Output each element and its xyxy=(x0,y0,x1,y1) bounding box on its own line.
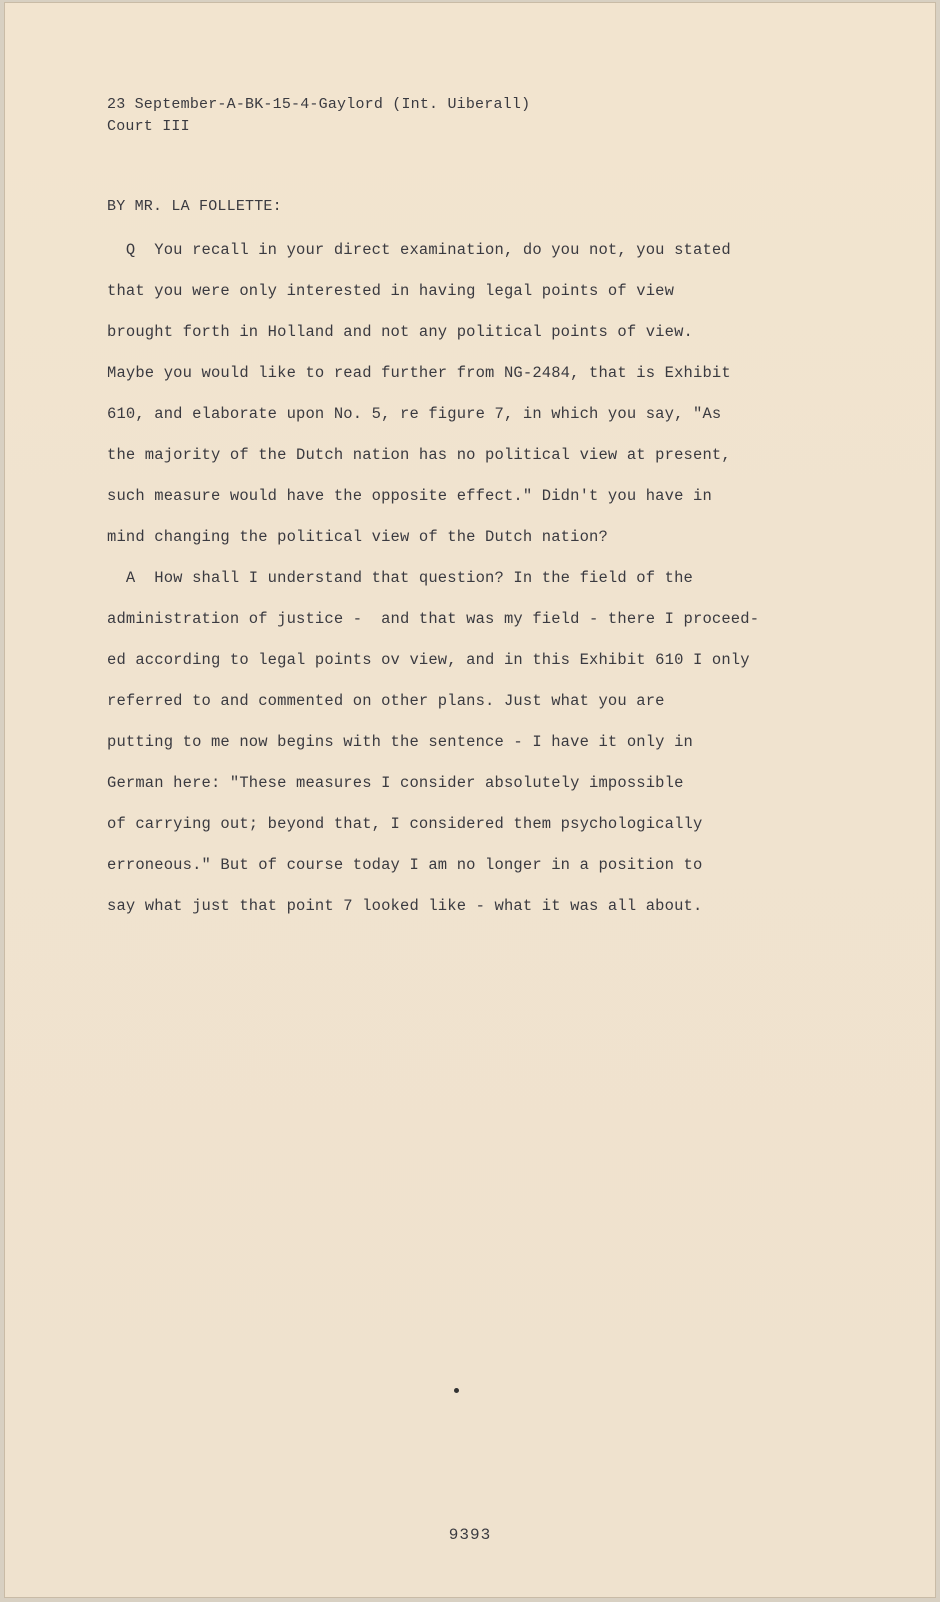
header-session-line: 23 September-A-BK-15-4-Gaylord (Int. Uiberall) xyxy=(107,96,531,113)
transcript-line: the majority of the Dutch nation has no political view at present, xyxy=(107,446,731,464)
transcript-line: putting to me now begins with the sentence - I have it only in xyxy=(107,733,693,751)
transcript-line: referred to and commented on other plans. Just what you are xyxy=(107,692,665,710)
transcript-line: Maybe you would like to read further from NG-2484, that is Exhibit xyxy=(107,364,731,382)
document-page xyxy=(4,2,936,1598)
transcript-line: ed according to legal points ov view, and in this Exhibit 610 I only xyxy=(107,651,750,669)
transcript-line: A How shall I understand that question? In the field of the xyxy=(107,569,693,587)
transcript-line: erroneous." But of course today I am no longer in a position to xyxy=(107,856,703,874)
transcript-line: say what just that point 7 looked like - what it was all about. xyxy=(107,897,703,915)
ink-dot xyxy=(454,1388,459,1393)
header-court-line: Court III xyxy=(107,118,190,135)
transcript-line: mind changing the political view of the Dutch nation? xyxy=(107,528,608,546)
page-number: 9393 xyxy=(448,1526,492,1544)
transcript-line: administration of justice - and that was my field - there I proceed- xyxy=(107,610,760,628)
transcript-line: 610, and elaborate upon No. 5, re figure 7, in which you say, "As xyxy=(107,405,722,423)
speaker-line: BY MR. LA FOLLETTE: xyxy=(107,198,282,215)
document-header xyxy=(107,94,530,138)
transcript-body xyxy=(107,230,827,927)
transcript-line: German here: "These measures I consider absolutely impossible xyxy=(107,774,684,792)
transcript-line: that you were only interested in having legal points of view xyxy=(107,282,675,300)
transcript-line: Q You recall in your direct examination, do you not, you stated xyxy=(107,241,731,259)
transcript-line: of carrying out; beyond that, I considered them psychologically xyxy=(107,815,703,833)
transcript-line: brought forth in Holland and not any political points of view. xyxy=(107,323,693,341)
transcript-line: such measure would have the opposite effect." Didn't you have in xyxy=(107,487,712,505)
